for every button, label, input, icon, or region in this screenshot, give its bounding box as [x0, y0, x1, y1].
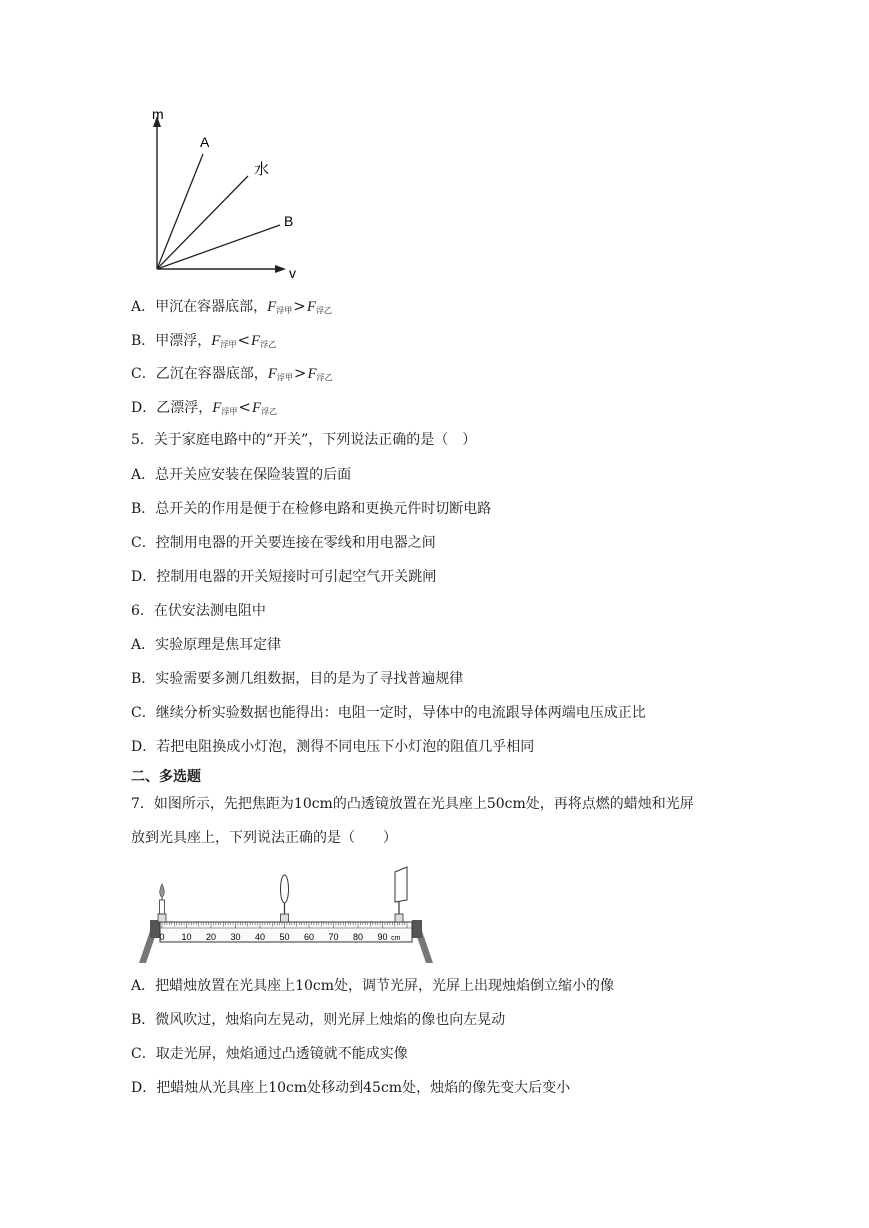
q6-option-a: A．实验原理是焦耳定律: [131, 637, 282, 653]
bench-tick-label: 20: [205, 932, 217, 942]
q6-option-b: B．实验需要多测几组数据，目的是为了寻找普遍规律: [131, 671, 464, 687]
bench-unit: cm: [391, 935, 401, 942]
q4-option-d: D．乙漂浮，$F_{浮甲}<F_{浮乙}$: [131, 398, 278, 416]
q5-option-d: D．控制用电器的开关短接时可引起空气开关跳闸: [131, 569, 437, 585]
q7-option-b: B．微风吹过，烛焰向左晃动，则光屏上烛焰的像也向左晃动: [131, 1012, 506, 1028]
q4-option-c: C．乙沉在容器底部，$F_{浮甲}>F_{浮乙}$: [131, 364, 333, 382]
candle-body: [160, 900, 165, 914]
q7-option-a: A．把蜡烛放置在光具座上10cm处，调节光屏，光屏上出现烛焰倒立缩小的像: [131, 978, 615, 994]
bench-tick-label: 80: [352, 932, 364, 942]
q5-option-b: B．总开关的作用是便于在检修电路和更换元件时切断电路: [131, 501, 492, 517]
q5-option-a: A．总开关应安装在保险装置的后面: [131, 467, 352, 483]
right-end-block: [412, 920, 422, 938]
q4-option-a: A．甲沉在容器底部，$F_{浮甲}>F_{浮乙}$: [131, 297, 333, 315]
bench-tick-label: 40: [254, 932, 266, 942]
q7-stem-line1: 7．如图所示，先把焦距为10cm的凸透镜放置在光具座上50cm处，再将点燃的蜡烛和光屏: [131, 796, 694, 812]
bench-tick-label: 60: [303, 932, 315, 942]
convex-lens: [281, 875, 289, 922]
screen-holder: [395, 914, 403, 922]
x-axis-arrow: [275, 265, 286, 273]
line-water-label: 水: [254, 161, 270, 178]
bench-tick-label: 50: [279, 932, 290, 942]
q4-option-b: B．甲漂浮，$F_{浮甲}<F_{浮乙}$: [131, 331, 277, 349]
line-a: [157, 154, 203, 269]
section-heading: 二、多选题: [131, 769, 201, 785]
q7-stem-line2: 放到光具座上，下列说法正确的是（ ）: [131, 830, 397, 846]
q6-option-d: D．若把电阻换成小灯泡，测得不同电压下小灯泡的阻值几乎相同: [131, 739, 535, 755]
bench-tick-label: 90: [377, 932, 388, 942]
lens-holder: [281, 914, 289, 922]
lens-icon: [281, 875, 289, 903]
bench-tick-label: 30: [230, 932, 241, 942]
mass-volume-graph: [140, 100, 320, 285]
light-screen: [395, 867, 407, 922]
line-b: [157, 225, 280, 269]
candle-flame-icon: [160, 884, 165, 897]
q6-stem: 6．在伏安法测电阻中: [131, 603, 266, 619]
candle-holder: [158, 914, 166, 922]
candle: [158, 884, 166, 922]
q5-stem: 5．关于家庭电路中的“开关”，下列说法正确的是（ ）: [131, 432, 477, 448]
y-axis-label: m: [152, 106, 164, 122]
q6-option-c: C．继续分析实验数据也能得出：电阻一定时，导体中的电流跟导体两端电压成正比: [131, 705, 646, 721]
bench-tick-label: 70: [328, 932, 339, 942]
q7-option-d: D．把蜡烛从光具座上10cm处移动到45cm处，烛焰的像先变大后变小: [131, 1080, 571, 1096]
optical-bench-figure: [138, 862, 438, 967]
bench-tick-label: 0: [159, 932, 165, 942]
line-water: [157, 176, 248, 269]
screen-panel: [395, 867, 407, 902]
line-a-label: A: [200, 134, 210, 150]
x-axis-label: v: [289, 265, 296, 281]
bench-tick-label: 10: [181, 932, 192, 942]
q5-option-c: C．控制用电器的开关要连接在零线和用电器之间: [131, 535, 436, 551]
line-b-label: B: [284, 213, 294, 229]
q7-option-c: C．取走光屏，烛焰通过凸透镜就不能成实像: [131, 1046, 408, 1062]
